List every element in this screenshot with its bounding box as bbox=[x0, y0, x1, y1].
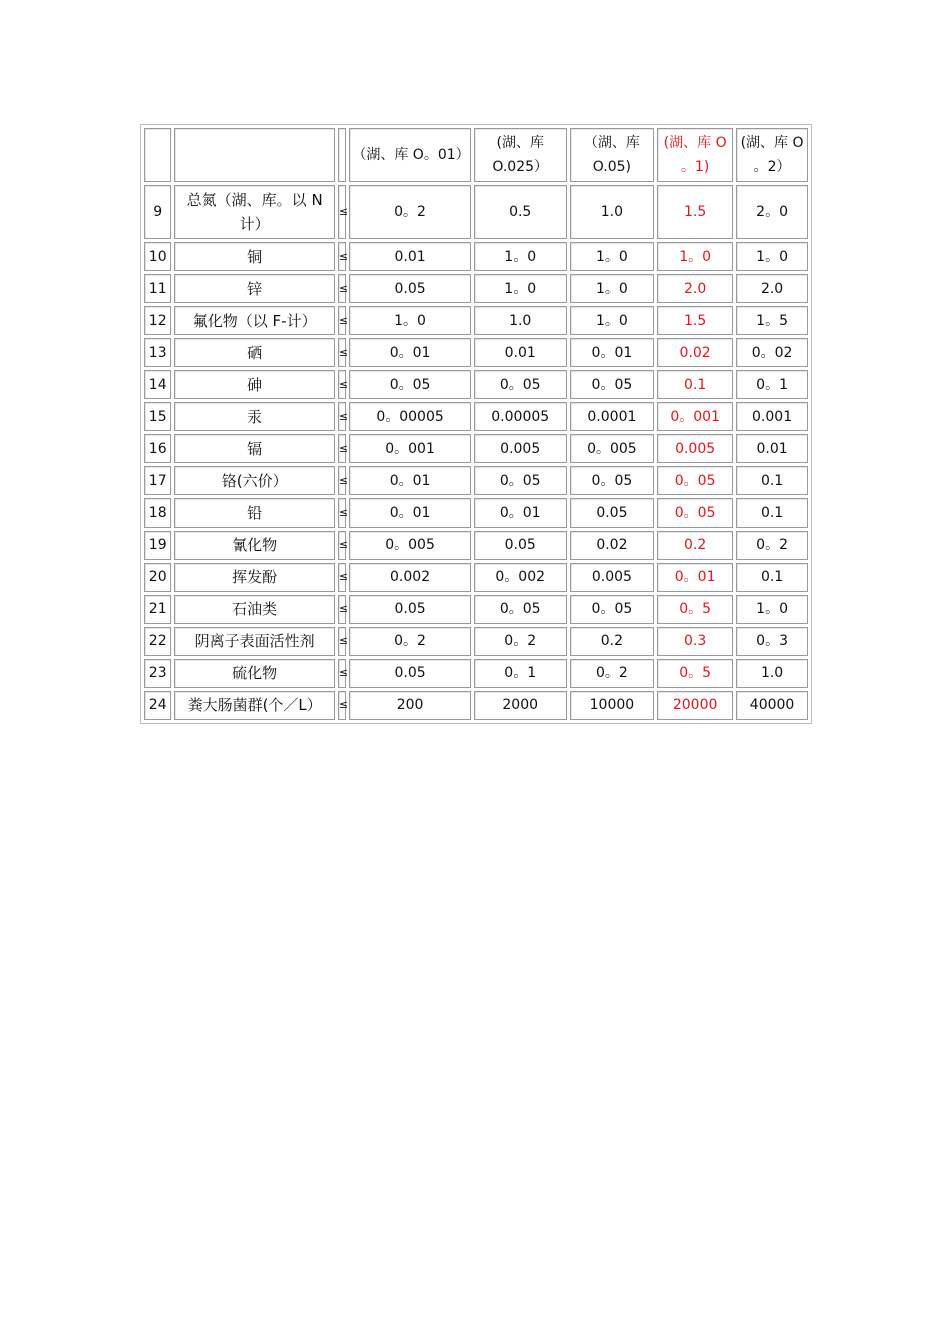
value-class-2: 0.01 bbox=[474, 338, 567, 367]
value-class-4: 0。001 bbox=[657, 402, 733, 431]
value-class-3: 0。005 bbox=[570, 434, 654, 463]
value-class-2: 2000 bbox=[474, 691, 567, 720]
table-row bbox=[144, 466, 808, 495]
value-class-4: 1.5 bbox=[657, 306, 733, 335]
operator: ≤ bbox=[338, 691, 346, 720]
value-class-2: 0。1 bbox=[474, 659, 567, 688]
value-class-1: 0.05 bbox=[349, 274, 470, 303]
row-index: 22 bbox=[144, 627, 171, 656]
operator: ≤ bbox=[338, 338, 346, 367]
value-class-1: 0.05 bbox=[349, 595, 470, 624]
table-row bbox=[144, 531, 808, 560]
parameter-name: 粪大肠菌群(个／L） bbox=[174, 691, 334, 720]
value-class-4: 0.1 bbox=[657, 370, 733, 399]
value-class-1: 0。2 bbox=[349, 185, 470, 239]
value-class-5: 1。0 bbox=[736, 242, 808, 271]
value-class-3: 0。05 bbox=[570, 370, 654, 399]
value-class-4: 1。0 bbox=[657, 242, 733, 271]
value-class-1: 1。0 bbox=[349, 306, 470, 335]
value-class-1: 0。01 bbox=[349, 338, 470, 367]
header-name-cell bbox=[174, 128, 334, 182]
value-class-5: 40000 bbox=[736, 691, 808, 720]
value-class-3: 0.02 bbox=[570, 531, 654, 560]
table-row bbox=[144, 595, 808, 624]
value-class-3: 0。01 bbox=[570, 338, 654, 367]
operator: ≤ bbox=[338, 595, 346, 624]
value-class-2: 1.0 bbox=[474, 306, 567, 335]
row-index: 19 bbox=[144, 531, 171, 560]
value-class-4: 0。05 bbox=[657, 498, 733, 527]
value-class-5: 0.1 bbox=[736, 498, 808, 527]
row-index: 23 bbox=[144, 659, 171, 688]
table-row bbox=[144, 659, 808, 688]
parameter-name: 硫化物 bbox=[174, 659, 334, 688]
value-class-1: 0。005 bbox=[349, 531, 470, 560]
row-index: 20 bbox=[144, 563, 171, 592]
value-class-2: 0.00005 bbox=[474, 402, 567, 431]
row-index: 16 bbox=[144, 434, 171, 463]
value-class-1: 0。00005 bbox=[349, 402, 470, 431]
operator: ≤ bbox=[338, 498, 346, 527]
value-class-2: 0.5 bbox=[474, 185, 567, 239]
operator: ≤ bbox=[338, 370, 346, 399]
value-class-5: 0.1 bbox=[736, 466, 808, 495]
value-class-3: 1。0 bbox=[570, 306, 654, 335]
value-class-3: 0。2 bbox=[570, 659, 654, 688]
value-class-2: 0。2 bbox=[474, 627, 567, 656]
parameter-name: 镉 bbox=[174, 434, 334, 463]
parameter-name: 氟化物（以 F-计） bbox=[174, 306, 334, 335]
header-row bbox=[144, 128, 808, 182]
operator: ≤ bbox=[338, 659, 346, 688]
value-class-2: 1。0 bbox=[474, 242, 567, 271]
header-operator-cell bbox=[338, 128, 346, 182]
parameter-name: 氰化物 bbox=[174, 531, 334, 560]
header-index-cell bbox=[144, 128, 171, 182]
row-index: 11 bbox=[144, 274, 171, 303]
value-class-4: 1.5 bbox=[657, 185, 733, 239]
row-index: 21 bbox=[144, 595, 171, 624]
value-class-1: 200 bbox=[349, 691, 470, 720]
value-class-3: 1.0 bbox=[570, 185, 654, 239]
operator: ≤ bbox=[338, 434, 346, 463]
header-class-5: (湖、库 O 。2） bbox=[736, 128, 808, 182]
header-class-3: （湖、库 O.05) bbox=[570, 128, 654, 182]
row-index: 9 bbox=[144, 185, 171, 239]
table-row bbox=[144, 338, 808, 367]
value-class-4: 0。5 bbox=[657, 659, 733, 688]
value-class-4: 0.005 bbox=[657, 434, 733, 463]
operator: ≤ bbox=[338, 242, 346, 271]
row-index: 13 bbox=[144, 338, 171, 367]
row-index: 24 bbox=[144, 691, 171, 720]
value-class-5: 1.0 bbox=[736, 659, 808, 688]
value-class-5: 0。02 bbox=[736, 338, 808, 367]
value-class-4: 0.2 bbox=[657, 531, 733, 560]
table-row bbox=[144, 185, 808, 239]
value-class-3: 1。0 bbox=[570, 274, 654, 303]
value-class-5: 1。0 bbox=[736, 595, 808, 624]
row-index: 17 bbox=[144, 466, 171, 495]
table-row bbox=[144, 498, 808, 527]
operator: ≤ bbox=[338, 531, 346, 560]
value-class-2: 0。05 bbox=[474, 370, 567, 399]
value-class-4: 20000 bbox=[657, 691, 733, 720]
header-class-4: (湖、库 O 。1) bbox=[657, 128, 733, 182]
value-class-2: 0。05 bbox=[474, 466, 567, 495]
parameter-name: 总氮（湖、库。以 N 计） bbox=[174, 185, 334, 239]
value-class-5: 0.1 bbox=[736, 563, 808, 592]
operator: ≤ bbox=[338, 563, 346, 592]
value-class-2: 0.05 bbox=[474, 531, 567, 560]
row-index: 12 bbox=[144, 306, 171, 335]
value-class-1: 0。01 bbox=[349, 498, 470, 527]
value-class-4: 0。5 bbox=[657, 595, 733, 624]
parameter-name: 汞 bbox=[174, 402, 334, 431]
value-class-3: 0.2 bbox=[570, 627, 654, 656]
parameter-name: 锌 bbox=[174, 274, 334, 303]
table-row bbox=[144, 627, 808, 656]
parameter-name: 铬(六价） bbox=[174, 466, 334, 495]
operator: ≤ bbox=[338, 185, 346, 239]
table-row bbox=[144, 563, 808, 592]
value-class-1: 0.002 bbox=[349, 563, 470, 592]
operator: ≤ bbox=[338, 274, 346, 303]
value-class-2: 1。0 bbox=[474, 274, 567, 303]
parameter-name: 铅 bbox=[174, 498, 334, 527]
value-class-2: 0。002 bbox=[474, 563, 567, 592]
row-index: 18 bbox=[144, 498, 171, 527]
value-class-3: 0.005 bbox=[570, 563, 654, 592]
parameter-name: 挥发酚 bbox=[174, 563, 334, 592]
value-class-3: 0。05 bbox=[570, 595, 654, 624]
value-class-4: 0.3 bbox=[657, 627, 733, 656]
value-class-5: 2.0 bbox=[736, 274, 808, 303]
value-class-4: 2.0 bbox=[657, 274, 733, 303]
parameter-name: 铜 bbox=[174, 242, 334, 271]
operator: ≤ bbox=[338, 402, 346, 431]
value-class-1: 0。2 bbox=[349, 627, 470, 656]
value-class-5: 2。0 bbox=[736, 185, 808, 239]
table-row bbox=[144, 402, 808, 431]
row-index: 14 bbox=[144, 370, 171, 399]
value-class-5: 0.01 bbox=[736, 434, 808, 463]
value-class-3: 1。0 bbox=[570, 242, 654, 271]
table-row bbox=[144, 434, 808, 463]
value-class-2: 0。01 bbox=[474, 498, 567, 527]
parameter-name: 石油类 bbox=[174, 595, 334, 624]
value-class-3: 0.05 bbox=[570, 498, 654, 527]
value-class-1: 0。001 bbox=[349, 434, 470, 463]
parameter-name: 阴离子表面活性剂 bbox=[174, 627, 334, 656]
value-class-2: 0.005 bbox=[474, 434, 567, 463]
table-row bbox=[144, 274, 808, 303]
water-quality-table bbox=[140, 124, 812, 724]
value-class-4: 0。05 bbox=[657, 466, 733, 495]
value-class-1: 0。01 bbox=[349, 466, 470, 495]
value-class-5: 0。1 bbox=[736, 370, 808, 399]
row-index: 10 bbox=[144, 242, 171, 271]
operator: ≤ bbox=[338, 466, 346, 495]
value-class-3: 10000 bbox=[570, 691, 654, 720]
value-class-5: 0.001 bbox=[736, 402, 808, 431]
value-class-3: 0.0001 bbox=[570, 402, 654, 431]
table-row bbox=[144, 242, 808, 271]
value-class-4: 0。01 bbox=[657, 563, 733, 592]
parameter-name: 硒 bbox=[174, 338, 334, 367]
operator: ≤ bbox=[338, 306, 346, 335]
table-row bbox=[144, 691, 808, 720]
value-class-5: 1。5 bbox=[736, 306, 808, 335]
header-class-1: （湖、库 O。01） bbox=[349, 128, 470, 182]
row-index: 15 bbox=[144, 402, 171, 431]
standards-table bbox=[141, 125, 811, 723]
operator: ≤ bbox=[338, 627, 346, 656]
value-class-1: 0.01 bbox=[349, 242, 470, 271]
value-class-2: 0。05 bbox=[474, 595, 567, 624]
value-class-1: 0.05 bbox=[349, 659, 470, 688]
header-class-2: (湖、库 O.025） bbox=[474, 128, 567, 182]
value-class-5: 0。3 bbox=[736, 627, 808, 656]
table-row bbox=[144, 370, 808, 399]
value-class-5: 0。2 bbox=[736, 531, 808, 560]
value-class-4: 0.02 bbox=[657, 338, 733, 367]
value-class-3: 0。05 bbox=[570, 466, 654, 495]
value-class-1: 0。05 bbox=[349, 370, 470, 399]
parameter-name: 砷 bbox=[174, 370, 334, 399]
table-row bbox=[144, 306, 808, 335]
